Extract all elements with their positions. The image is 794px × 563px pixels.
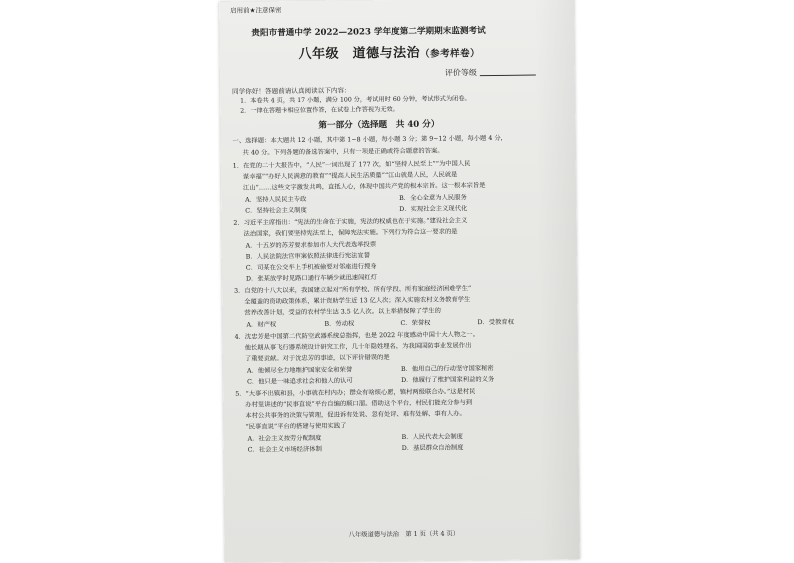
grade-blank-line (480, 75, 536, 77)
question-line: 了重要贡献。对于沈忠芳的事迹，以下评价错误的是 (244, 354, 390, 363)
option-c: C．他只是一味追求社会和他人的认可 (247, 377, 353, 386)
option-c: C．司某在公交车上手机被偷要对邻座进行搜身 (245, 263, 377, 272)
question-line: 江山”……这些文字激发共鸣，直抵人心，体现中国共产党的根本宗旨。这一根本宗旨是 (242, 182, 486, 192)
question-line: 他长期从事飞行器系统设计研究工作，几十年隐姓埋名，为我国国防事业发展作出 (244, 342, 472, 352)
option-b: B．全心全意为人民服务 (399, 194, 467, 202)
grade-label: 评价等级 (444, 68, 477, 78)
exam-paper (219, 0, 580, 563)
option-d: D．基层群众自治制度 (401, 444, 464, 452)
option-b: B．人民法院法官审案依照法律进行宪法宣誓 (245, 252, 371, 261)
question-line: 3．自党的十八大以来，我国建立起对“所有学校、所有学段、所有家庭经济困难学生” (234, 285, 472, 295)
exam-title: 贵阳市普通中学 2022—2023 学年度第二学期期末监测考试 (251, 26, 486, 39)
option-a: A．他倾尽全力地维护国家安全和荣誉 (246, 366, 353, 375)
subject-title (299, 46, 481, 61)
question-line: 1．在党的二十大报告中，“人民”一词出现了 177 次，如“坚持人民至上”“为中国人民 (232, 160, 471, 170)
page-shadow (534, 0, 580, 560)
question-line: 营养改善计划，受益的农村学生达 3.5 亿人次。以上举措保障了学生的 (244, 307, 441, 317)
part-one-title: 第一部分（选择题 共 40 分） (318, 119, 440, 131)
question-line: “民事直说”平台的搭建与使用实践了 (245, 422, 347, 431)
grade-row (445, 69, 536, 78)
instruction-item: 2．一律在答题卡相应位置作答，在试卷上作答视为无效。 (240, 105, 399, 115)
option-b: B．劳动权 (324, 320, 355, 328)
option-a: A．十五岁的苏芳要求参加市人大代表选举投票 (245, 241, 377, 250)
question-line: 谋幸福”“办好人民满意的教育”“提高人民生活质量”“江山就是人民，人民就是 (242, 171, 458, 181)
option-c: C．坚持社会主义制度 (245, 206, 307, 215)
option-c: C．社会主义市场经济体制 (247, 445, 322, 454)
option-d: D．他履行了维护国家利益的义务 (401, 376, 495, 384)
question-line: 全覆盖的资助政策体系，累计资助学生近 13 亿人次；深入实施农村义务教育学生 (244, 296, 471, 306)
question-line: 5．“大事不出镇和县，小事就在村内办；群众有啥烦心愿，镇村两级联合办。”这是村民 (235, 388, 476, 398)
option-b: B．人民代表大会制度 (401, 433, 463, 441)
question-line: 办村里讲述的“民事直说”平台自编的顺口溜。借助这个平台，村民们能充分参与到 (245, 399, 473, 409)
page-footer: 八年级道德与法治 第 1 页（共 4 页） (348, 530, 460, 539)
subject-name: 八年级 道德与法治 (298, 45, 421, 63)
question-line: 本村公共事务的决策与管理，促进诉有处说、忽有处评、难有处解、事有人办。 (245, 410, 466, 420)
option-d: D．张某放学时见路口通行车辆少就迅速闯红灯 (245, 274, 378, 283)
option-a: A．坚持人民民主专政 (245, 195, 307, 204)
option-d: D．受教育权 (477, 318, 515, 327)
subject-note: （参考样卷） (420, 48, 481, 60)
option-a: A．财产权 (246, 321, 277, 329)
option-b: B．他用自己的行动坚守国家秘密 (400, 365, 494, 373)
instructions-heading: 同学你好！答题前请认真阅读以下内容： (231, 86, 351, 96)
confidential-label: 启用前★注意保密 (230, 6, 282, 15)
instruction-item: 1．本卷共 4 页，共 17 小题，满分 100 分，考试用时 60 分钟，考试形式为闭卷。 (240, 95, 471, 105)
question-line: 2．习近平主席指出：“宪法的生命在于实施，宪法的权威也在于实施。”建设社会主义 (233, 217, 468, 227)
section-instruction: 一、选择题：本大题共 12 小题，其中第 1~8 小题，每小题 3 分；第 9~12 小题，每小题 4 分， (232, 134, 507, 145)
option-d: D．实现社会主义现代化 (399, 205, 468, 213)
section-instruction: 共 40 分。下列各题的备选答案中，只有一项是正确或符合题意的答案。 (242, 147, 444, 157)
option-a: A．社会主义按劳分配制度 (247, 434, 322, 443)
option-c: C．荣誉权 (400, 319, 431, 327)
question-line: 4．沈忠芳是中国第二代防空武器系统总指挥，也是 2022 年度感动中国十大人物之一。 (234, 331, 480, 341)
question-line: 法治国家，我们要坚持宪法至上，保障宪法实施。下列行为符合这一要求的是 (243, 228, 458, 238)
